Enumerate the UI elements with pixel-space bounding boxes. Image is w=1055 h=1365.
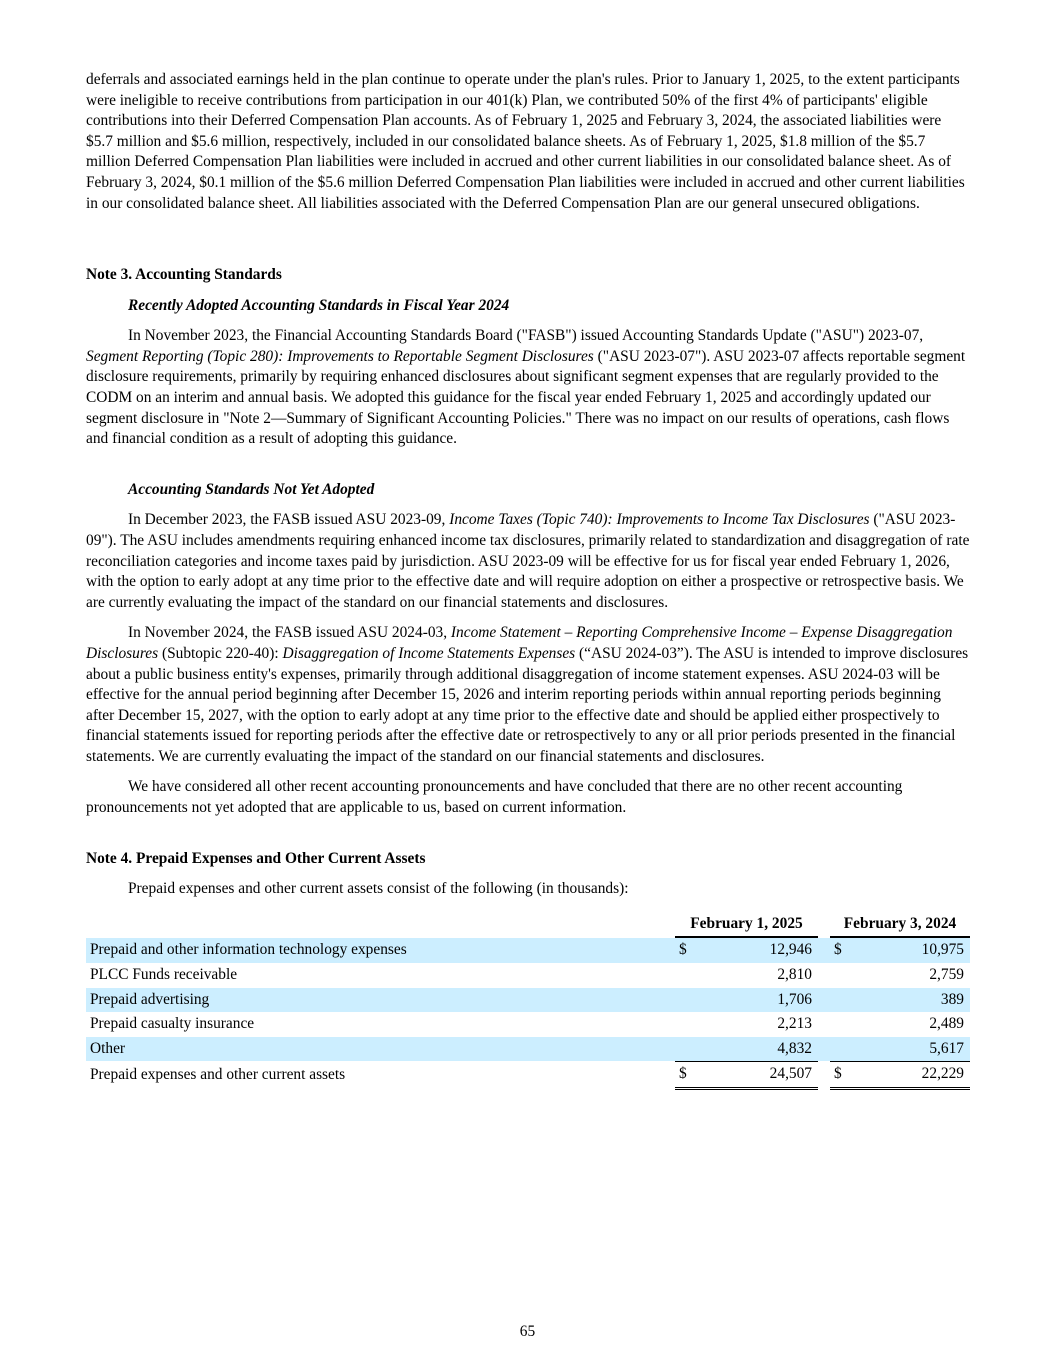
row-label: PLCC Funds receivable <box>90 966 238 984</box>
asu-2023-09-text-a: In December 2023, the FASB issued ASU 2023-09, <box>128 511 450 529</box>
asu-2024-03-text-c: (“ASU 2024-03”). The ASU is intended to improve disclosures about a public business entity's expenses, primarily through additional disaggregation of income statement expenses. ASU 2024-03 will be effective for the annual period beginning after December 15, 2026 and interim reporting periods within annual reporting periods beginning after December 15, 2027, with the option to early adopt at any time prior to the effective date and should be applied either prospectively to financial statements issued for reporting periods after the effective date or retrospectively to any or all prior periods presented in the financial statements. We are currently evaluating the impact of the standard on our financial statements and disclosures. <box>86 644 969 765</box>
asu-2024-03-paragraph <box>86 623 970 767</box>
prepaid-expenses-table <box>86 912 970 1090</box>
document-page <box>86 70 970 1090</box>
asu-2023-07-text-b: ("ASU 2023-07"). ASU 2023-07 affects reportable segment disclosure requirements, primarily by requiring enhanced disclosures about significant segment expenses that are regularly provided to the CODM on an interim and annual basis. We adopted this guidance for the fiscal year ended February 1, 2025 and accordingly updated our segment disclosure in "Note 2—Summary of Significant Accounting Policies." There was no impact on our results of operations, cash flows and financial condition as a result of adopting this guidance. <box>86 347 966 448</box>
note4-heading: Note 4. Prepaid Expenses and Other Current Assets <box>86 849 426 867</box>
note3-heading: Note 3. Accounting Standards <box>86 266 282 283</box>
table-row <box>86 988 970 1013</box>
currency-symbol: $ <box>675 938 699 963</box>
value-2025: 4,832 <box>699 1037 818 1062</box>
total-2024: 22,229 <box>854 1061 970 1090</box>
not-yet-adopted-subheading: Accounting Standards Not Yet Adopted <box>128 480 375 498</box>
asu-2023-07-title: Segment Reporting (Topic 280): Improvements to Reportable Segment Disclosures <box>86 347 594 365</box>
asu-2023-09-paragraph <box>86 510 970 613</box>
value-2024: 10,975 <box>854 938 970 963</box>
total-2025: 24,507 <box>699 1061 818 1090</box>
value-2025: 2,213 <box>777 1015 812 1033</box>
table-row <box>86 1037 970 1062</box>
value-2025: 12,946 <box>699 938 818 963</box>
currency-symbol: $ <box>830 938 854 963</box>
asu-2024-03-text-a: In November 2024, the FASB issued ASU 2024-03, <box>128 624 451 642</box>
row-label: Prepaid advertising <box>86 988 675 1013</box>
currency-symbol: $ <box>830 1061 854 1090</box>
value-2024: 2,759 <box>929 966 964 984</box>
asu-2023-09-text-b: ("ASU 2023-09"). The ASU includes amendments requiring enhanced income tax disclosures, primarily related to standardization and disaggregation of rate reconciliation categories and income taxes paid by jurisdiction. ASU 2023-09 will be effective for us for fiscal year ended February 1, 2026, with the option to early adopt at any time prior to the effective date and will require adoption on either a prospective or retrospective basis. We are currently evaluating the impact of the standard on our financial statements and disclosures. <box>86 511 970 611</box>
table-row <box>86 1012 970 1037</box>
table-total-row <box>86 1061 970 1090</box>
currency-symbol: $ <box>675 1061 699 1090</box>
other-pronouncements-paragraph: We have considered all other recent accounting pronouncements and have concluded that there are no other recent accounting pronouncements not yet adopted that are applicable to us, based on current information. <box>86 778 903 817</box>
value-2024: 5,617 <box>854 1037 970 1062</box>
value-2024: 389 <box>854 988 970 1013</box>
table-header-row <box>86 912 970 939</box>
table-row <box>86 963 970 988</box>
recently-adopted-subheading: Recently Adopted Accounting Standards in Fiscal Year 2024 <box>128 296 510 314</box>
page-number: 65 <box>519 1323 536 1340</box>
row-label: Prepaid and other information technology expenses <box>86 938 675 963</box>
header-feb-2025: February 1, 2025 <box>675 912 818 939</box>
asu-2024-03-title: Income Statement – Reporting Comprehensive Income – Expense Disaggregation Disclosures <box>86 624 953 662</box>
row-label: Other <box>86 1037 675 1062</box>
row-label: Prepaid casualty insurance <box>90 1015 255 1033</box>
asu-2023-07-text-a: In November 2023, the Financial Accounting Standards Board ("FASB") issued Accounting Standards Update ("ASU") 2023-07, <box>128 327 924 345</box>
asu-2024-03-subtitle: Disaggregation of Income Statements Expenses <box>282 644 576 662</box>
asu-2023-09-title: Income Taxes (Topic 740): Improvements to Income Tax Disclosures <box>449 511 870 529</box>
asu-2024-03-text-b: (Subtopic 220-40): <box>158 644 283 662</box>
note4-intro: Prepaid expenses and other current assets consist of the following (in thousands): <box>128 880 629 898</box>
total-label: Prepaid expenses and other current assets <box>90 1066 346 1084</box>
value-2025: 1,706 <box>699 988 818 1013</box>
value-2024: 2,489 <box>929 1015 964 1033</box>
asu-2023-07-paragraph <box>86 326 970 450</box>
value-2025: 2,810 <box>777 966 812 984</box>
table-row <box>86 938 970 963</box>
header-label-spacer <box>86 912 675 939</box>
header-feb-2024: February 3, 2024 <box>830 912 970 939</box>
deferred-comp-continuation-paragraph: deferrals and associated earnings held in the plan continue to operate under the plan's rules. Prior to January 1, 2025, to the extent participants were ineligible to receive contributions from participation in our 401(k) Plan, we contributed 50% of the first 4% of participants' eligible contributions into their Deferred Compensation Plan accounts. As of February 1, 2025 and February 3, 2024, the associated liabilities were $5.7 million and $5.6 million, respectively, included in our consolidated balance sheets. As of February 1, 2025, $1.8 million of the $5.7 million Deferred Compensation Plan liabilities were included in accrued and other current liabilities in our consolidated balance sheet. As of February 3, 2024, $0.1 million of the $5.6 million Deferred Compensation Plan liabilities were included in accrued and other current liabilities in our consolidated balance sheet. All liabilities associated with the Deferred Compensation Plan are our general unsecured obligations. <box>86 71 965 212</box>
